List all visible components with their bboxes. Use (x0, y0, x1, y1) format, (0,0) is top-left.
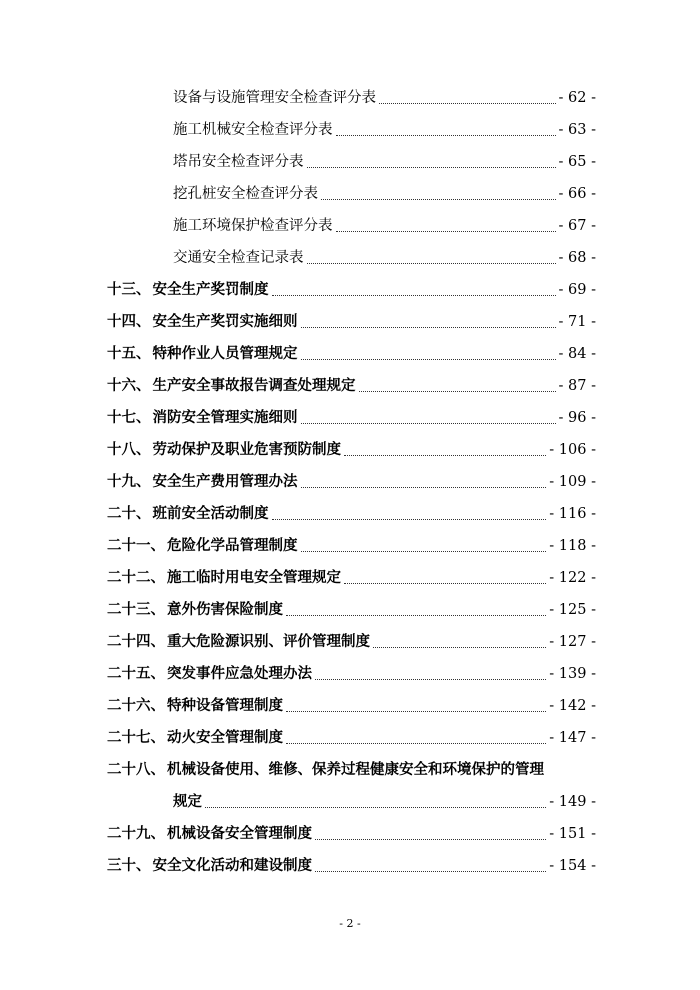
toc-chapter-page: - 147 - (549, 730, 596, 746)
toc-chapter[interactable] (107, 534, 596, 556)
toc-chapter-page: - 142 - (549, 698, 596, 714)
dot-leader (272, 294, 556, 296)
toc-entry-page: - 67 - (558, 218, 596, 234)
toc-chapter-title: 消防安全管理实施细则 (152, 409, 298, 426)
toc-chapter[interactable] (107, 278, 596, 300)
toc-chapter[interactable] (107, 310, 596, 332)
toc-entry[interactable] (173, 118, 596, 140)
toc-chapter-page: - 69 - (558, 282, 596, 298)
toc-chapter-number: 二十、 (107, 505, 151, 522)
toc-entry[interactable] (173, 214, 596, 236)
toc-entry[interactable] (173, 182, 596, 204)
dot-leader (315, 870, 546, 872)
dot-leader (336, 134, 556, 136)
dot-leader (315, 678, 546, 680)
toc-chapter[interactable] (107, 854, 596, 876)
toc-chapter-number: 二十五、 (107, 665, 165, 682)
toc-chapter-title: 危险化学品管理制度 (167, 537, 298, 554)
toc-entry-title: 施工机械安全检查评分表 (173, 122, 333, 138)
toc-chapter-number: 二十二、 (107, 569, 165, 586)
toc-entry-title: 施工环境保护检查评分表 (173, 218, 333, 234)
toc-chapter[interactable] (107, 502, 596, 524)
dot-leader (379, 102, 556, 104)
toc-chapter-title: 安全生产奖罚实施细则 (152, 313, 298, 330)
toc-entry-title: 交通安全检查记录表 (173, 250, 304, 266)
toc-chapter[interactable] (107, 342, 596, 364)
toc-chapter-title: 班前安全活动制度 (152, 505, 269, 522)
toc-entry-title: 塔吊安全检查评分表 (173, 154, 304, 170)
toc-chapter[interactable] (107, 662, 596, 684)
toc-chapter-title: 劳动保护及职业危害预防制度 (152, 441, 341, 458)
toc-chapter-number: 十三、 (107, 281, 151, 298)
toc-chapter[interactable] (107, 374, 596, 396)
dot-leader (301, 486, 547, 488)
dot-leader (301, 550, 547, 552)
toc-chapter[interactable] (107, 598, 596, 620)
dot-leader (272, 518, 547, 520)
toc-chapter-page: - 109 - (549, 474, 596, 490)
toc-chapter-number: 十五、 (107, 345, 151, 362)
toc-chapter-title: 特种设备管理制度 (167, 697, 283, 714)
toc-entry[interactable] (173, 86, 596, 108)
page-number-footer: - 2 - (339, 917, 361, 930)
toc-chapter[interactable] (107, 630, 596, 652)
dot-leader (301, 326, 556, 328)
toc-chapter-page: - 84 - (558, 346, 596, 362)
toc-chapter[interactable] (107, 726, 596, 748)
toc-entry-title: 挖孔桩安全检查评分表 (173, 186, 318, 202)
toc-chapter-title: 安全生产费用管理办法 (152, 473, 298, 490)
dot-leader (336, 230, 556, 232)
toc-chapter[interactable] (107, 470, 596, 492)
toc-chapter-title: 施工临时用电安全管理规定 (167, 569, 341, 586)
dot-leader (301, 358, 556, 360)
toc-chapter-page: - 127 - (549, 634, 596, 650)
toc-chapter-title: 突发事件应急处理办法 (167, 665, 312, 682)
toc-chapter-number: 十四、 (107, 313, 151, 330)
toc-chapter-page: - 118 - (549, 538, 596, 554)
toc-chapter-page: - 106 - (549, 442, 596, 458)
toc-chapter[interactable] (107, 566, 596, 588)
toc-chapter[interactable] (107, 438, 596, 460)
dot-leader (359, 390, 556, 392)
dot-leader (307, 262, 556, 264)
toc-chapter-number: 二十八、 (107, 761, 165, 778)
toc-chapter-page: - 96 - (558, 410, 596, 426)
toc-chapter-page: - 87 - (558, 378, 596, 394)
toc-chapter-page: - 116 - (549, 506, 596, 522)
toc-entry-page: - 63 - (558, 122, 596, 138)
toc-chapter-title: 生产安全事故报告调查处理规定 (152, 377, 356, 394)
toc-chapter-page: - 149 - (549, 794, 596, 810)
toc-chapter-page: - 122 - (549, 570, 596, 586)
toc-chapter-number: 十七、 (107, 409, 151, 426)
toc-chapter-page: - 154 - (549, 858, 596, 874)
toc-chapter-page: - 71 - (558, 314, 596, 330)
dot-leader (321, 198, 556, 200)
toc-entry-page: - 62 - (558, 90, 596, 106)
toc-chapter-number: 二十七、 (107, 729, 165, 746)
toc-chapter-number: 二十六、 (107, 697, 165, 714)
toc-chapter[interactable] (107, 694, 596, 716)
toc-chapter-title: 机械设备安全管理制度 (167, 825, 312, 842)
toc-chapter-page: - 125 - (549, 602, 596, 618)
toc-chapter-title: 动火安全管理制度 (167, 729, 283, 746)
toc-chapter[interactable] (107, 406, 596, 428)
dot-leader (286, 742, 546, 744)
toc-chapter[interactable] (107, 822, 596, 844)
toc-entry[interactable] (173, 246, 596, 268)
toc-entry-page: - 68 - (558, 250, 596, 266)
toc-chapter-title-line1: 机械设备使用、维修、保养过程健康安全和环境保护的管理 (167, 761, 544, 778)
toc-chapter-long[interactable] (107, 758, 596, 780)
toc-chapter-title-line2: 规定 (173, 793, 202, 810)
toc-chapter-number: 二十一、 (107, 537, 165, 554)
dot-leader (315, 838, 546, 840)
toc-chapter-number: 二十三、 (107, 601, 165, 618)
dot-leader (301, 422, 556, 424)
dot-leader (307, 166, 556, 168)
toc-entry-title: 设备与设施管理安全检查评分表 (173, 90, 376, 106)
toc-chapter-number: 十八、 (107, 441, 151, 458)
dot-leader (286, 710, 546, 712)
toc-chapter-page: - 139 - (549, 666, 596, 682)
toc-chapter-number: 十六、 (107, 377, 151, 394)
toc-chapter-number: 二十四、 (107, 633, 165, 650)
toc-chapter-title: 意外伤害保险制度 (167, 601, 283, 618)
toc-chapter-title: 安全文化活动和建设制度 (152, 857, 312, 874)
dot-leader (373, 646, 546, 648)
toc-chapter-long-continuation[interactable] (173, 790, 596, 812)
toc-entry[interactable] (173, 150, 596, 172)
toc-entry-page: - 65 - (558, 154, 596, 170)
toc-chapter-title: 重大危险源识别、评价管理制度 (167, 633, 370, 650)
dot-leader (286, 614, 546, 616)
toc-entry-page: - 66 - (558, 186, 596, 202)
toc-chapter-title: 特种作业人员管理规定 (152, 345, 298, 362)
toc-chapter-number: 十九、 (107, 473, 151, 490)
dot-leader (344, 454, 546, 456)
toc-chapter-page: - 151 - (549, 826, 596, 842)
dot-leader (344, 582, 546, 584)
dot-leader (205, 806, 546, 808)
toc-chapter-title: 安全生产奖罚制度 (152, 281, 269, 298)
toc-chapter-number: 三十、 (107, 857, 151, 874)
toc-chapter-number: 二十九、 (107, 825, 165, 842)
